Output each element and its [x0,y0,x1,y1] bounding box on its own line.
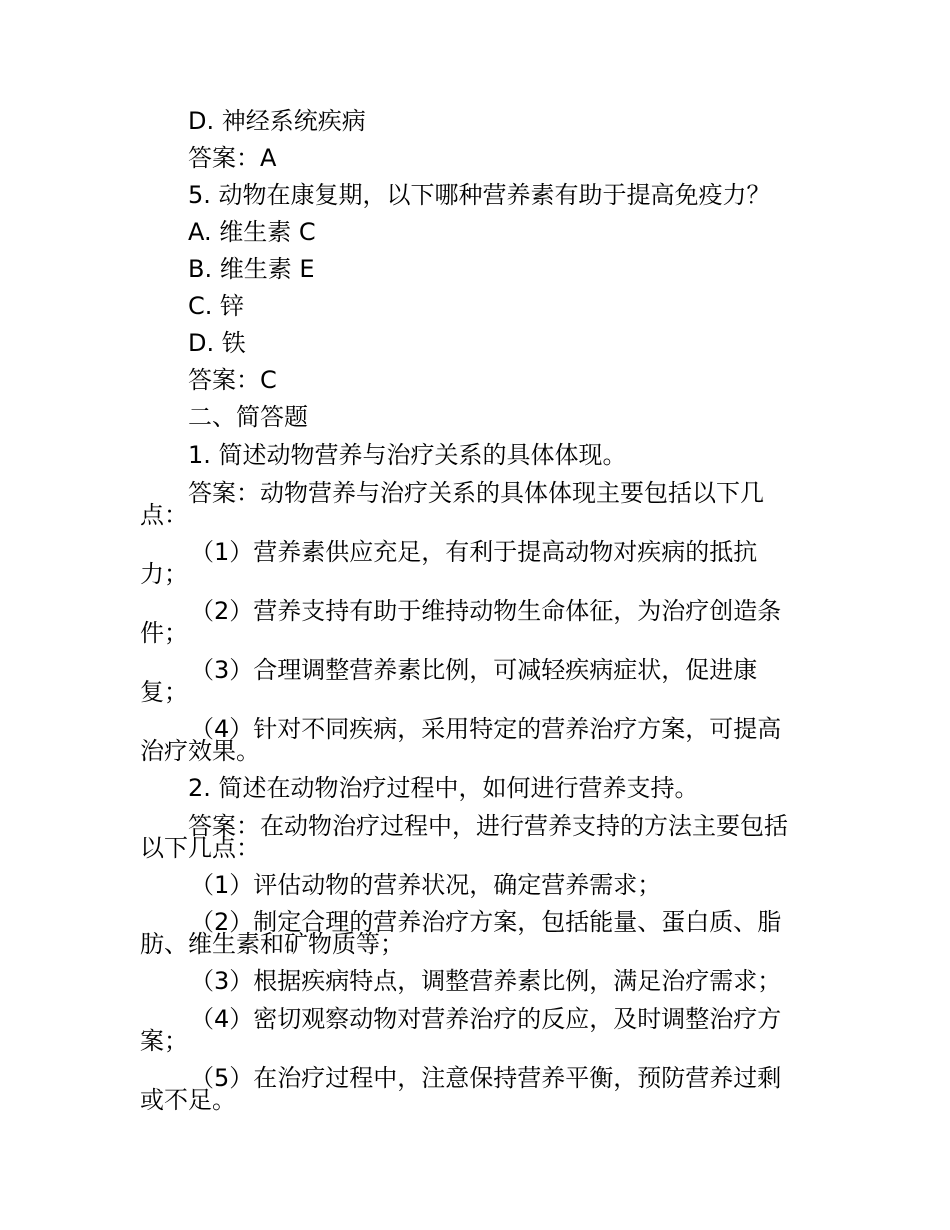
q5-option-b: B. 维生素 E [188,255,315,283]
sa2-point-2: （2）制定合理的营养治疗方案，包括能量、蛋白质、脂 [190,908,782,936]
sa1-point-1-cont: 力； [140,560,188,588]
sa2-answer-intro: 答案：在动物治疗过程中，进行营养支持的方法主要包括 [188,812,788,840]
sa2-question: 2. 简述在动物治疗过程中，如何进行营养支持。 [188,774,699,802]
q5-option-d: D. 铁 [188,329,246,357]
sa1-answer-intro: 答案：动物营养与治疗关系的具体体现主要包括以下几 [188,479,764,507]
sa1-point-2-cont: 件； [140,619,188,647]
q5-question: 5. 动物在康复期，以下哪种营养素有助于提高免疫力？ [188,181,771,209]
sa2-answer-intro-cont: 以下几点： [140,834,260,862]
sa2-point-5-cont: 或不足。 [140,1086,236,1114]
sa2-point-1: （1）评估动物的营养状况，确定营养需求； [190,871,662,899]
sa1-point-2: （2）营养支持有助于维持动物生命体征，为治疗创造条 [190,597,782,625]
sa2-point-5: （5）在治疗过程中，注意保持营养平衡，预防营养过剩 [190,1064,782,1092]
sa2-point-2-cont: 肪、维生素和矿物质等； [140,930,404,958]
sa2-point-4-cont: 案； [140,1027,188,1055]
sa2-point-4: （4）密切观察动物对营养治疗的反应，及时调整治疗方 [190,1005,782,1033]
q5-option-a: A. 维生素 C [188,218,316,246]
sa1-answer-intro-cont: 点： [140,501,188,529]
sa1-point-4-cont: 治疗效果。 [140,737,260,765]
sa1-point-3-cont: 复； [140,678,188,706]
section-heading: 二、简答题 [188,403,308,431]
sa1-point-3: （3）合理调整营养素比例，可减轻疾病症状，促进康 [190,656,758,684]
q5-option-c: C. 锌 [188,292,245,320]
q4-option-d: D. 神经系统疾病 [188,107,366,135]
q4-answer: 答案：A [188,144,277,172]
sa1-question: 1. 简述动物营养与治疗关系的具体体现。 [188,441,627,469]
sa1-point-4: （4）针对不同疾病，采用特定的营养治疗方案，可提高 [190,715,782,743]
q5-answer: 答案：C [188,366,277,394]
sa2-point-3: （3）根据疾病特点，调整营养素比例，满足治疗需求； [190,967,782,995]
sa1-point-1: （1）营养素供应充足，有利于提高动物对疾病的抵抗 [190,538,758,566]
